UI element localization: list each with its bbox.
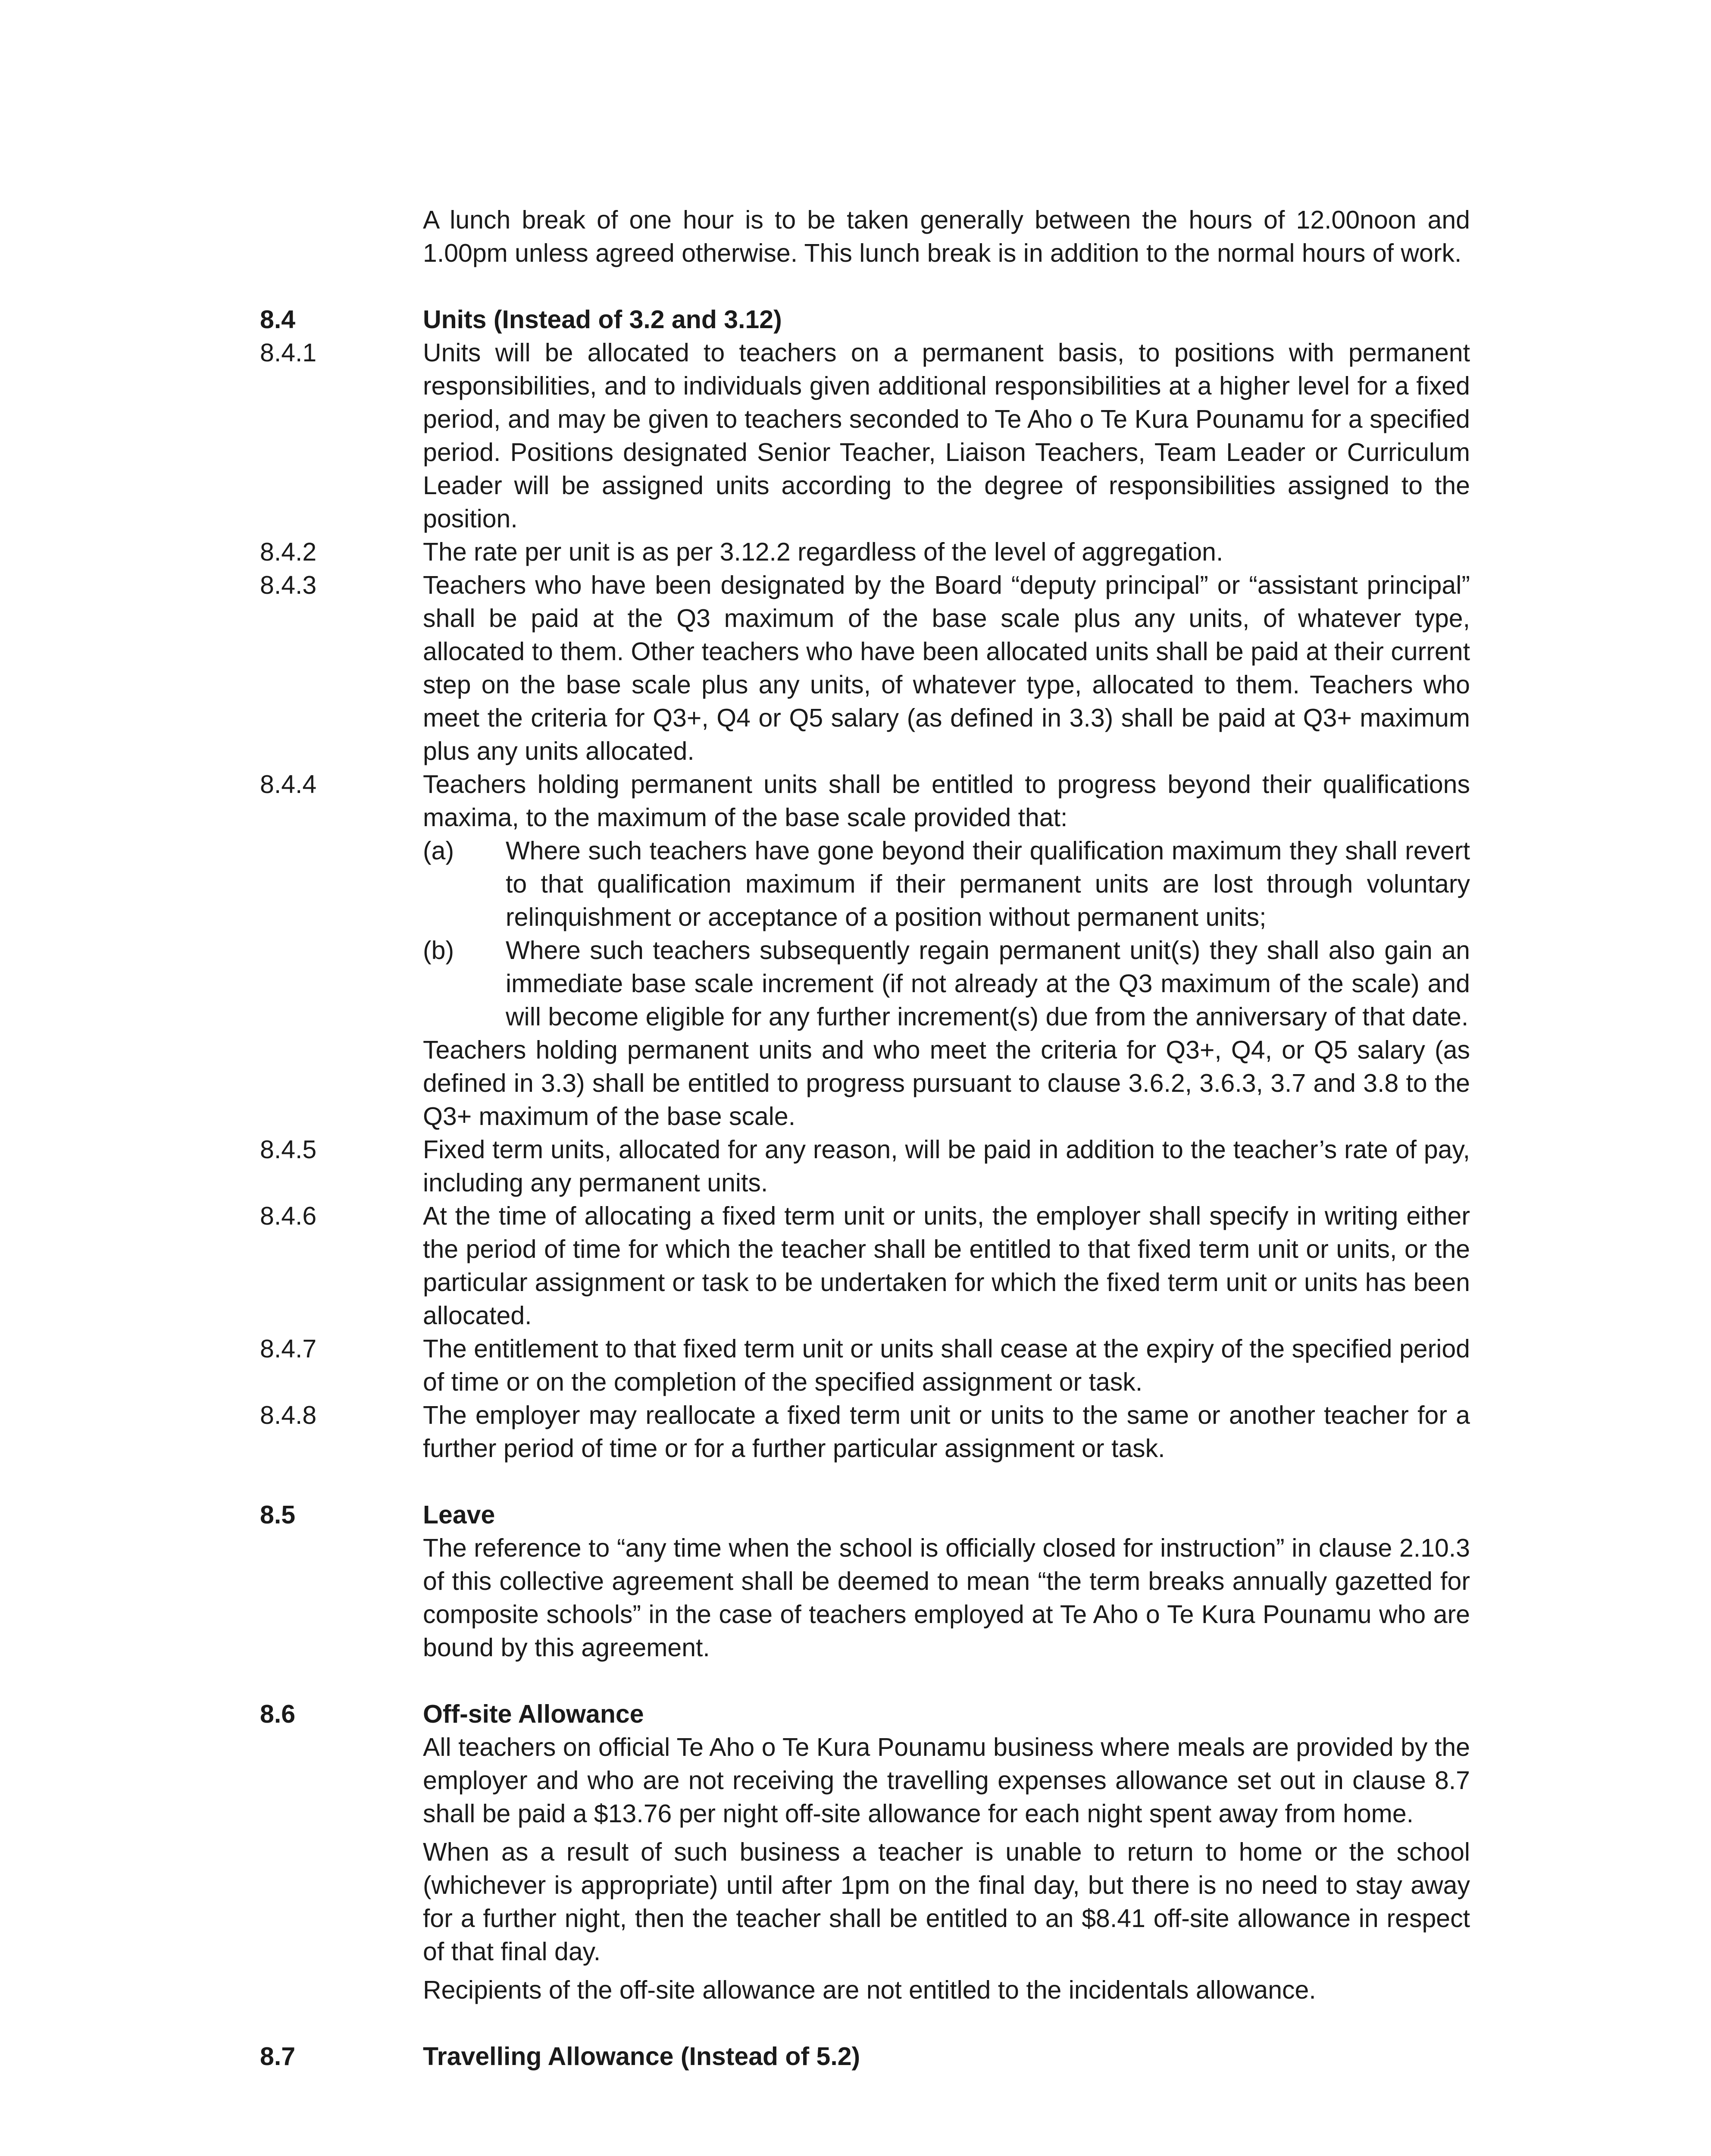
clause-number: 8.4.4 (260, 770, 317, 799)
section-paragraph: All teachers on official Te Aho o Te Kura Pounamu business where meals are provided by the employer and who are not receiving the travelling expenses allowance set out in clause 8.7 shall be paid a $13.76 per night off-site allowance for each night spent away from home. (423, 1733, 1470, 1828)
page-content (260, 204, 1470, 2073)
section-number: 8.5 (260, 1501, 296, 1529)
clause-8-4-3 (260, 569, 1470, 768)
clause-continuation: Teachers holding permanent units and who meet the criteria for Q3+, Q4, or Q5 salary (as defined in 3.3) shall be entitled to progress pursuant to clause 3.6.2, 3.6.3, 3.7 and 3.8 to the Q3+ maximum of the base scale. (423, 1036, 1470, 1131)
section-8-6-heading (260, 1698, 1470, 1731)
clause-text: Teachers holding permanent units shall be entitled to progress beyond their qualifications maxima, to the maximum of the base scale provided that: (423, 770, 1470, 832)
subclause-text: Where such teachers subsequently regain permanent unit(s) they shall also gain an immediate base scale increment (if not already at the Q3 maximum of the scale) and will become eligible for any further increment(s) due from the anniversary of that date. (506, 936, 1470, 1031)
subclause-b (423, 934, 1470, 1034)
clause-text: The rate per unit is as per 3.12.2 regardless of the level of aggregation. (423, 538, 1223, 566)
clause-number: 8.4.8 (260, 1401, 317, 1429)
clause-number: 8.4.2 (260, 538, 317, 566)
clause-body (423, 768, 1470, 1133)
section-title: Travelling Allowance (Instead of 5.2) (423, 2042, 860, 2071)
clause-8-4-2 (260, 536, 1470, 569)
section-title: Leave (423, 1501, 495, 1529)
section-paragraph: When as a result of such business a teacher is unable to return to home or the school (whichever is appropriate) until after 1pm on the final day, but there is no need to stay away for a further night, then the teacher shall be entitled to an $8.41 off-site allowance in respect of that final day. (423, 1838, 1470, 1966)
section-8-5-heading (260, 1498, 1470, 1532)
clause-text: Teachers who have been designated by the Board “deputy principal” or “assistant principal” shall be paid at the Q3 maximum of the base scale plus any units, of whatever type, allocated to them. Other teachers who have been allocated units shall be paid at their current step on the base scale plus any units, of whatever type, allocated to them. Teachers who meet the criteria for Q3+, Q4 or Q5 salary (as defined in 3.3) shall be paid at Q3+ maximum plus any units allocated. (423, 571, 1470, 765)
clause-number: 8.4.1 (260, 338, 317, 367)
clause-text: The employer may reallocate a fixed term unit or units to the same or another teacher for a further period of time or for a further particular assignment or task. (423, 1401, 1470, 1463)
clause-8-4-6 (260, 1200, 1470, 1332)
section-number: 8.4 (260, 305, 296, 334)
section-paragraph: Recipients of the off-site allowance are not entitled to the incidentals allowance. (423, 1976, 1316, 2004)
subclause-a (423, 834, 1470, 934)
clause-8-4-5 (260, 1133, 1470, 1200)
subclause-label: (b) (423, 936, 454, 965)
clause-number: 8.4.3 (260, 571, 317, 599)
section-title: Off-site Allowance (423, 1700, 644, 1728)
section-8-5-body (260, 1532, 1470, 1664)
clause-number: 8.4.7 (260, 1335, 317, 1363)
clause-8-4-4 (260, 768, 1470, 1133)
intro-paragraph: A lunch break of one hour is to be taken generally between the hours of 12.00noon and 1.00pm unless agreed otherwise. This lunch break is in addition to the normal hours of work. (423, 206, 1470, 267)
clause-number: 8.4.6 (260, 1202, 317, 1230)
section-8-7-heading (260, 2040, 1470, 2073)
section-number: 8.7 (260, 2042, 296, 2071)
clause-text: At the time of allocating a fixed term unit or units, the employer shall specify in writing either the period of time for which the teacher shall be entitled to that fixed term unit or units, or the particular assignment or task to be undertaken for which the fixed term unit or units has been allocated. (423, 1202, 1470, 1330)
section-8-6-body (260, 1731, 1470, 2007)
clause-text: Fixed term units, allocated for any reason, will be paid in addition to the teacher’s rate of pay, including any permanent units. (423, 1135, 1470, 1197)
subclause-label: (a) (423, 837, 454, 865)
clause-text: Units will be allocated to teachers on a permanent basis, to positions with permanent responsibilities, and to individuals given additional responsibilities at a higher level for a fixed period, and may be given to teachers seconded to Te Aho o Te Kura Pounamu for a specified period. Positions designated Senior Teacher, Liaison Teachers, Team Leader or Curriculum Leader will be assigned units according to the degree of responsibilities assigned to the position. (423, 338, 1470, 533)
clause-8-4-7 (260, 1332, 1470, 1399)
subclause-text: Where such teachers have gone beyond their qualification maximum they shall revert to that qualification maximum if their permanent units are lost through voluntary relinquishment or acceptance of a position without permanent units; (506, 837, 1470, 931)
clause-number: 8.4.5 (260, 1135, 317, 1164)
section-number: 8.6 (260, 1700, 296, 1728)
section-text-block (423, 1731, 1470, 2007)
clause-8-4-1 (260, 336, 1470, 536)
section-title: Units (Instead of 3.2 and 3.12) (423, 305, 782, 334)
clause-text: The entitlement to that fixed term unit or units shall cease at the expiry of the specified period of time or on the completion of the specified assignment or task. (423, 1335, 1470, 1396)
section-8-4-heading (260, 303, 1470, 336)
clause-8-4-8 (260, 1399, 1470, 1465)
section-text: The reference to “any time when the school is officially closed for instruction” in clause 2.10.3 of this collective agreement shall be deemed to mean “the term breaks annually gazetted for composite schools” in the case of teachers employed at Te Aho o Te Kura Pounamu who are bound by this agreement. (423, 1534, 1470, 1662)
